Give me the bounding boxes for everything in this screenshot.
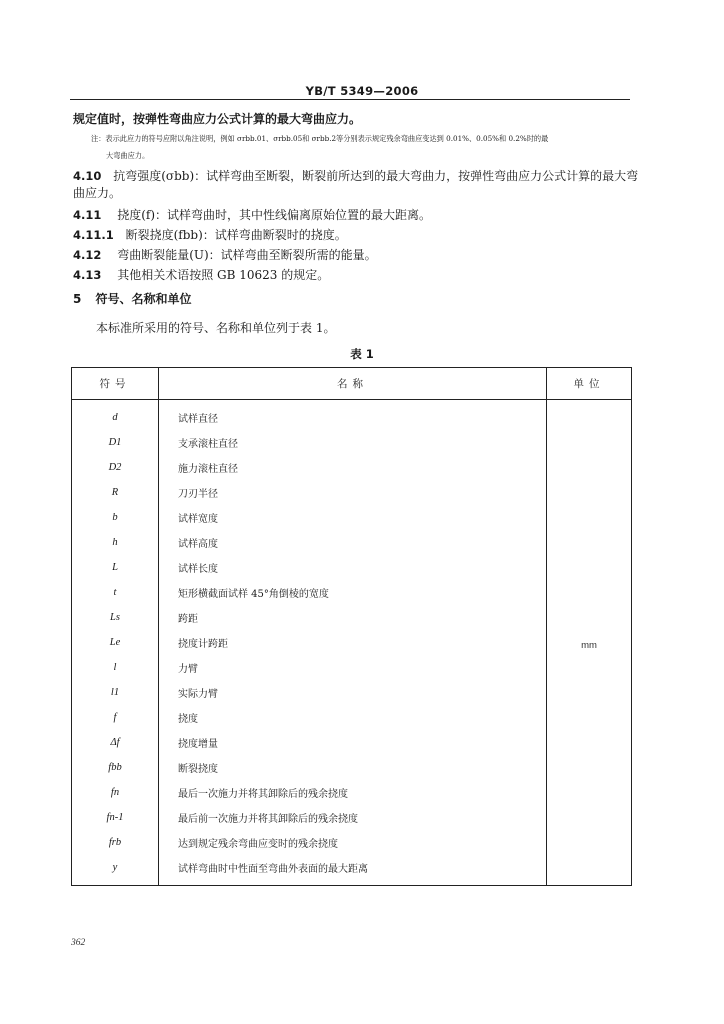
section-heading <box>73 290 192 307</box>
symbol-cell: D1 <box>72 430 159 455</box>
clause-number: 4.13 <box>73 268 102 282</box>
symbol-cell: frb <box>72 830 159 855</box>
symbol-cell: y <box>72 855 159 886</box>
clause-number: 4.12 <box>73 248 102 262</box>
header-unit: 单位 <box>547 368 632 400</box>
note-line-1: 注：表示此应力的符号应附以角注说明，例如 σrbb.01、σrbb.05和 σrbb.2等分别表示规定残余弯曲应变达到 0.01%、0.05%和 0.2%时的最 <box>91 134 549 143</box>
clause-4-11 <box>73 206 431 223</box>
name-cell: 试样弯曲时中性面至弯曲外表面的最大距离 <box>159 855 547 886</box>
name-cell: 力臂 <box>159 655 547 680</box>
name-cell: 断裂挠度 <box>159 755 547 780</box>
clause-text: 抗弯强度(σbb)：试样弯曲至断裂，断裂前所达到的最大弯曲力，按弹性弯曲应力公式计算的最大弯 <box>113 169 639 183</box>
name-cell: 试样直径 <box>159 400 547 431</box>
symbol-cell: l <box>72 655 159 680</box>
header-name: 名称 <box>159 368 547 400</box>
name-cell: 最后一次施力并将其卸除后的残余挠度 <box>159 780 547 805</box>
symbol-cell: fn-1 <box>72 805 159 830</box>
name-cell: 挠度 <box>159 705 547 730</box>
clause-text: 断裂挠度(fbb)：试样弯曲断裂时的挠度。 <box>125 228 347 242</box>
name-cell: 刀刃半径 <box>159 480 547 505</box>
name-cell: 试样高度 <box>159 530 547 555</box>
name-cell: 实际力臂 <box>159 680 547 705</box>
symbol-cell: d <box>72 400 159 431</box>
unit-cell: mm <box>581 639 597 651</box>
symbol-cell: Δf <box>72 730 159 755</box>
symbol-cell: D2 <box>72 455 159 480</box>
symbol-cell: R <box>72 480 159 505</box>
symbol-cell: b <box>72 505 159 530</box>
name-cell: 达到规定残余弯曲应变时的残余挠度 <box>159 830 547 855</box>
symbol-cell: t <box>72 580 159 605</box>
table-title: 表 1 <box>350 347 374 361</box>
page-number: 362 <box>71 938 86 948</box>
note-line-2: 大弯曲应力。 <box>106 151 150 160</box>
symbol-cell: h <box>72 530 159 555</box>
clause-4-10 <box>73 167 638 184</box>
symbol-cell: fn <box>72 780 159 805</box>
symbol-cell: f <box>72 705 159 730</box>
name-cell: 挠度计跨距 <box>159 630 547 655</box>
clause-number: 4.11 <box>73 208 102 222</box>
section-number: 5 <box>73 292 82 306</box>
clause-4-13 <box>73 266 329 283</box>
clause-text: 其他相关术语按照 GB 10623 的规定。 <box>117 268 330 282</box>
clause-number: 4.11.1 <box>73 228 114 242</box>
section-title: 符号、名称和单位 <box>95 292 192 306</box>
name-cell: 试样宽度 <box>159 505 547 530</box>
name-cell: 施力滚柱直径 <box>159 455 547 480</box>
header-symbol: 符号 <box>72 368 159 400</box>
table-header-row <box>72 368 632 400</box>
intro-text: 本标准所采用的符号、名称和单位列于表 1。 <box>96 321 336 335</box>
clause-text: 挠度(f)：试样弯曲时，其中性线偏离原始位置的最大距离。 <box>117 208 432 222</box>
symbol-cell: Ls <box>72 605 159 630</box>
symbol-cell: l1 <box>72 680 159 705</box>
symbol-cell: fbb <box>72 755 159 780</box>
standard-code-header: YB/T 5349—2006 <box>305 84 419 98</box>
table-body <box>72 400 632 886</box>
header-rule <box>70 99 630 100</box>
clause-4-10-cont: 曲应力。 <box>73 186 122 200</box>
table-row <box>72 400 632 431</box>
symbols-table <box>71 367 632 886</box>
name-cell: 挠度增量 <box>159 730 547 755</box>
name-cell: 最后前一次施力并将其卸除后的残余挠度 <box>159 805 547 830</box>
symbol-cell: Le <box>72 630 159 655</box>
clause-text: 弯曲断裂能量(U)：试样弯曲至断裂所需的能量。 <box>117 248 377 262</box>
clause-4-12 <box>73 246 377 263</box>
clause-number: 4.10 <box>73 169 102 183</box>
name-cell: 跨距 <box>159 605 547 630</box>
name-cell: 矩形横截面试样 45°角倒棱的宽度 <box>159 580 547 605</box>
symbol-cell: L <box>72 555 159 580</box>
name-cell: 试样长度 <box>159 555 547 580</box>
continuation-text: 规定值时，按弹性弯曲应力公式计算的最大弯曲应力。 <box>73 112 362 126</box>
name-cell: 支承滚柱直径 <box>159 430 547 455</box>
clause-4-11-1 <box>73 226 347 243</box>
